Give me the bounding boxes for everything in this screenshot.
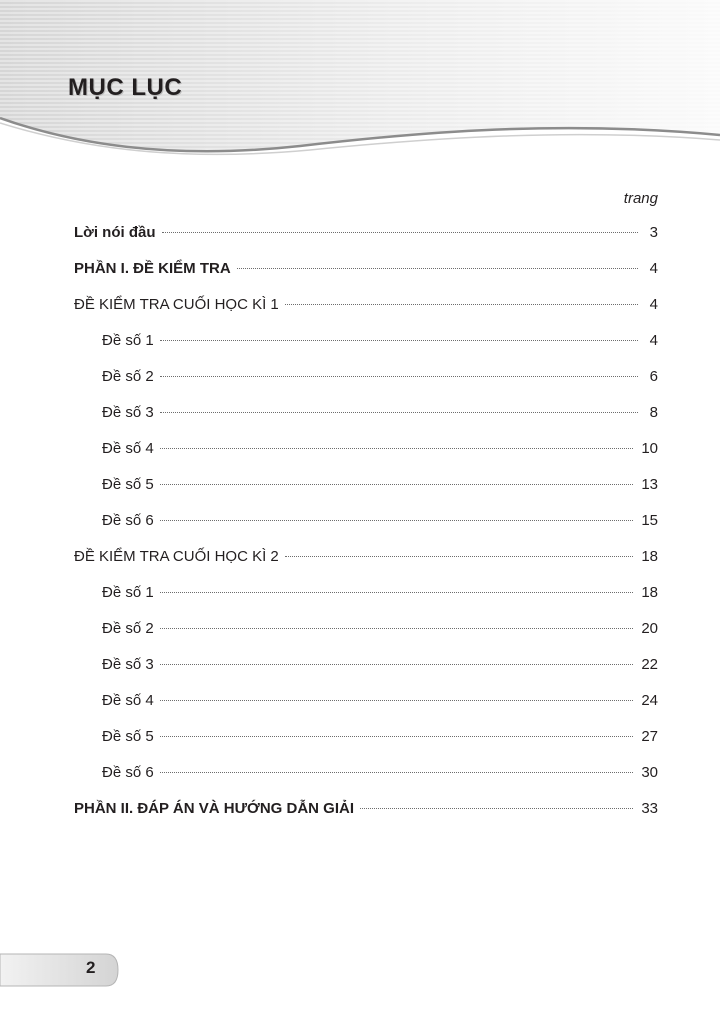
toc-dot-leader	[285, 304, 638, 305]
toc-entry-label: Đề số 6	[102, 512, 154, 529]
toc-entry-label: Đề số 3	[102, 404, 154, 421]
toc-entry[interactable]	[74, 364, 658, 400]
table-of-contents	[74, 220, 658, 832]
toc-dot-leader	[160, 700, 634, 701]
toc-entry-label: PHẦN II. ĐÁP ÁN VÀ HƯỚNG DẪN GIẢI	[74, 800, 354, 817]
toc-entry-page: 8	[649, 404, 658, 421]
toc-entry[interactable]	[74, 796, 658, 832]
toc-entry[interactable]	[74, 400, 658, 436]
page-column-label: trang	[623, 190, 658, 207]
toc-dot-leader	[160, 736, 634, 737]
toc-dot-leader	[160, 520, 634, 521]
toc-dot-leader	[160, 772, 634, 773]
toc-entry-label: Đề số 5	[102, 728, 154, 745]
toc-dot-leader	[160, 664, 634, 665]
toc-entry[interactable]	[74, 652, 658, 688]
toc-dot-leader	[285, 556, 634, 557]
toc-entry-label: Đề số 1	[102, 332, 154, 349]
toc-entry-page: 4	[649, 260, 658, 277]
toc-entry-label: Đề số 1	[102, 584, 154, 601]
toc-entry[interactable]	[74, 256, 658, 292]
toc-dot-leader	[237, 268, 638, 269]
toc-entry-page: 33	[641, 800, 658, 817]
toc-entry[interactable]	[74, 760, 658, 796]
toc-dot-leader	[360, 808, 633, 809]
page-number: 2	[86, 958, 96, 977]
toc-entry-label: ĐỀ KIỂM TRA CUỐI HỌC KÌ 2	[74, 548, 279, 565]
toc-entry-label: Đề số 5	[102, 476, 154, 493]
toc-entry-label: Đề số 2	[102, 368, 154, 385]
toc-entry[interactable]	[74, 436, 658, 472]
toc-dot-leader	[162, 232, 639, 233]
toc-entry[interactable]	[74, 580, 658, 616]
toc-entry-page: 4	[649, 296, 658, 313]
toc-entry-page: 13	[641, 476, 658, 493]
toc-entry-page: 18	[641, 584, 658, 601]
toc-dot-leader	[160, 592, 634, 593]
toc-entry-page: 6	[649, 368, 658, 385]
toc-dot-leader	[160, 628, 634, 629]
toc-entry-page: 18	[641, 548, 658, 565]
page-tab-shape	[0, 952, 120, 988]
toc-dot-leader	[160, 340, 638, 341]
toc-dot-leader	[160, 484, 634, 485]
toc-entry[interactable]	[74, 544, 658, 580]
toc-entry[interactable]	[74, 472, 658, 508]
toc-entry-label: Lời nói đầu	[74, 224, 156, 241]
toc-entry-label: Đề số 6	[102, 764, 154, 781]
toc-entry-page: 24	[641, 692, 658, 709]
toc-entry[interactable]	[74, 508, 658, 544]
toc-entry[interactable]	[74, 616, 658, 652]
toc-entry-label: Đề số 2	[102, 620, 154, 637]
toc-entry[interactable]	[74, 220, 658, 256]
page-number-tab	[0, 952, 120, 988]
toc-dot-leader	[160, 448, 634, 449]
toc-entry[interactable]	[74, 328, 658, 364]
toc-entry-label: Đề số 4	[102, 440, 154, 457]
page-title: MỤC LỤC	[68, 74, 183, 101]
toc-entry-page: 20	[641, 620, 658, 637]
toc-entry-label: Đề số 3	[102, 656, 154, 673]
toc-entry-page: 15	[641, 512, 658, 529]
toc-entry-page: 22	[641, 656, 658, 673]
toc-entry-page: 30	[641, 764, 658, 781]
toc-dot-leader	[160, 376, 638, 377]
toc-entry-label: Đề số 4	[102, 692, 154, 709]
toc-entry[interactable]	[74, 724, 658, 760]
toc-entry-page: 10	[641, 440, 658, 457]
toc-entry[interactable]	[74, 292, 658, 328]
toc-entry-label: PHẦN I. ĐỀ KIỂM TRA	[74, 260, 231, 277]
toc-dot-leader	[160, 412, 638, 413]
toc-entry[interactable]	[74, 688, 658, 724]
toc-entry-label: ĐỀ KIỂM TRA CUỐI HỌC KÌ 1	[74, 296, 279, 313]
toc-entry-page: 27	[641, 728, 658, 745]
toc-entry-page: 3	[649, 224, 658, 241]
toc-entry-page: 4	[649, 332, 658, 349]
